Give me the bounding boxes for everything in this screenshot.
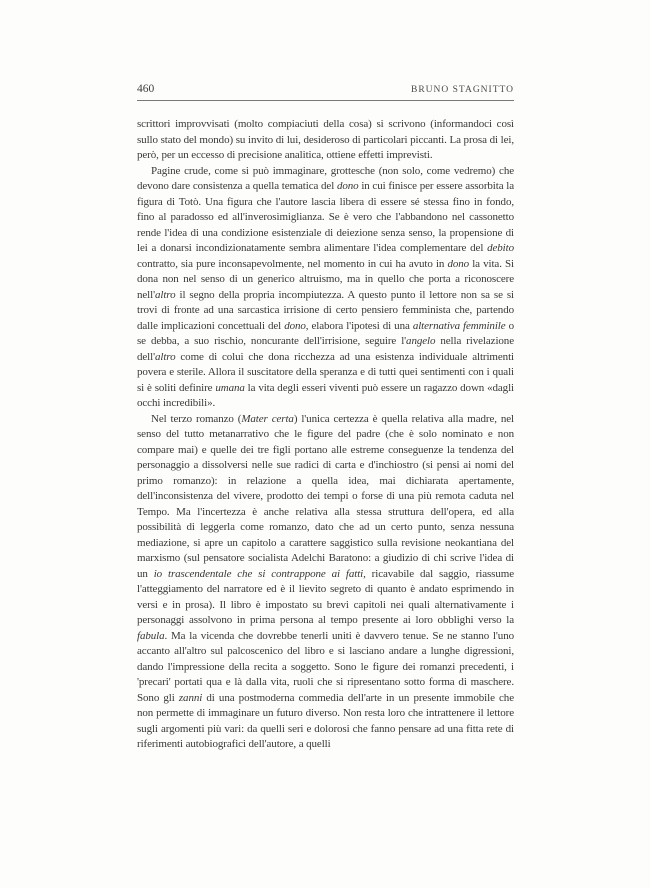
running-head-author: BRUNO STAGNITTO: [411, 85, 514, 95]
body-text: [137, 117, 514, 753]
page-header: [137, 83, 514, 95]
paragraph: scrittori improvvisati (molto compiaciuti della cosa) si scrivono (informandoci così sullo stato del mondo) su invito di lui, desideroso di particolari piccanti. La prosa di lei, però, per un eccesso di precisione analitica, ottiene effetti imprevisti.: [137, 118, 514, 161]
page-number: 460: [137, 83, 155, 95]
paragraph: Nel terzo romanzo (Mater certa) l'unica certezza è quella relativa alla madre, nel senso del tutto metanarrativo che le figure del padre (che è solo nominato e non compare mai) e quelle dei tre figli portano alle estreme conseguenze la tendenza del personaggio a dissolversi nelle sue radici di carta e d'inchiostro (si pensi ai nomi del primo romanzo): in relazione a quella idea, mai dichiarata apertamente, dell'inconsistenza del vivere, prodotto dei tempi o forse di una più remota caduta nel Tempo. Ma l'incertezza è anche relativa alla stessa struttura dell'opera, ed alla possibilità di leggerla come romanzo, dato che ad un certo punto, senza nessuna mediazione, si apre un capitolo a carattere saggistico sulla revisione neokantiana del marxismo (sul pensatore socialista Adelchi Baratono: a giudizio di chi scrive l'idea di un io trascendentale che si contrappone ai fatti, ricavabile dal saggio, riassume l'atteggiamento del narratore ed è il lievito segreto di quanto è andato esprimendo in versi e in prosa). Il libro è impostato su brevi capitoli nei quali alternativamente i personaggi assolvono in prima persona al tempo presente ai loro obblighi verso la fabula. Ma la vicenda che dovrebbe tenerli uniti è davvero tenue. Se ne stanno l'uno accanto all'altro sul palcoscenico del libro e si lasciano andare a lunghe digressioni, dando l'impressione della recita a soggetto. Sono le figure dei romanzi precedenti, i 'precari' portati qua e là dalla vita, ruoli che si ripresentano sotto forma di maschere. Sono gli zanni di una postmoderna commedia dell'arte in un presente immobile che non permette di immaginare un futuro diverso. Non resta loro che intrattenere il lettore sugli argomenti più vari: da quelli seri e dolorosi che fanno pensare ad una fitta rete di riferimenti autobiografici dell'autore, a quelli: [137, 412, 515, 750]
header-rule: [137, 100, 514, 101]
paragraph: Pagine crude, come si può immaginare, grottesche (non solo, come vedremo) che devono dare consistenza a quella tematica del dono in cui finisce per essere assorbita la figura di Totò. Una figura che l'autore lascia libera di essere sé stessa fino in fondo, fino al paradosso ed all'inverosimiglianza. Se è vero che l'abbandono nel cassonetto rende l'idea di una condizione esistenziale di deiezione senza senso, la propensione di lei a donarsi incondizionatamente sembra alimentare l'idea complementare del debito contratto, sia pure inconsapevolmente, nel momento in cui ha avuto in dono la vita. Si dona non nel senso di un generico altruismo, ma in quello che porta a riconoscere nell'altro il segno della propria incompiutezza. A questo punto il lettore non sa se si trovi di fronte ad una sarcastica irrisione di certo pensiero femminista che, partendo dalle implicazioni concettuali del dono, elabora l'ipotesi di una alternativa femminile o se debba, a suo rischio, noncurante dell'irrisione, seguire l'angelo nella rivelazione dell'altro come di colui che dona ricchezza ad una esistenza individuale altrimenti povera e sterile. Allora il suscitatore della speranza e di tutti quei sentimenti con i quali si è soliti definire umana la vita degli esseri viventi può essere un ragazzo down «dagli occhi incredibili».: [137, 164, 514, 409]
